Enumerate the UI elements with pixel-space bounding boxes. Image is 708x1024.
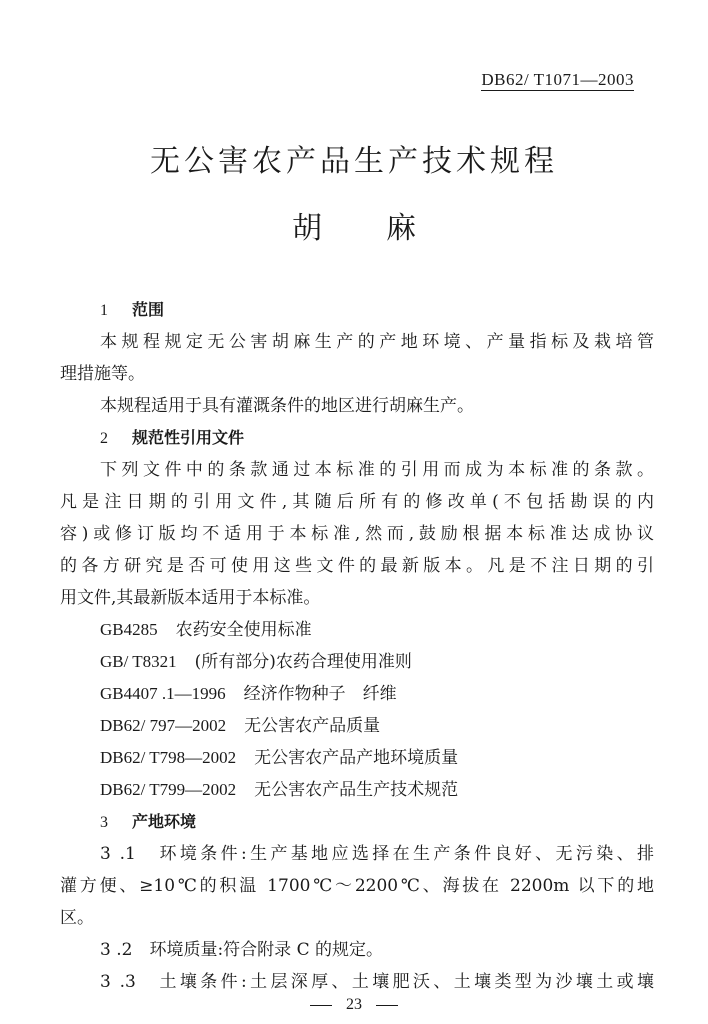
reference-title: 经济作物种子 纤维 [243,684,397,704]
footer-dash-left [310,1005,332,1006]
section-title: 规范性引用文件 [132,428,245,447]
paragraph-line: 本规程适用于具有灌溉条件的地区进行胡麻生产。 [100,396,474,416]
reference-item [60,742,654,774]
section-number: 1 [100,302,108,319]
reference-code: DB62/ T798—2002 [100,748,237,767]
reference-item [60,646,654,678]
section-title: 产地环境 [132,812,197,831]
reference-code: GB4407 .1—1996 [100,684,226,703]
standard-number: DB62/ T1071—2003 [481,70,634,89]
reference-title: 农药安全使用标准 [175,620,312,640]
clause-line: 灌方便、≥10℃的积温 1700℃～2200℃、海拔在 2200m 以下的地 [60,876,654,896]
clause-line: 3 .1 环境条件:生产基地应选择在生产条件良好、无污染、排 [100,844,654,864]
document-title: 无公害农产品生产技术规程 [150,144,558,179]
section-title: 范围 [132,300,165,319]
reference-item [60,678,654,710]
clause-line: 3 .2 环境质量:符合附录 C 的规定。 [100,940,383,960]
footer-dash-right [376,1005,398,1006]
reference-item [60,774,654,806]
subtitle-char-1: 胡 [292,211,322,246]
section-heading-normative-references [60,422,654,454]
section-number: 3 [100,814,108,831]
paragraph-line: 下列文件中的条款通过本标准的引用而成为本标准的条款。 [100,460,654,480]
reference-code: GB/ T8321 [100,652,177,671]
page-number: 23 [346,996,362,1013]
clause-line: 区。 [60,908,94,928]
subtitle-char-2: 麻 [386,211,416,246]
page-footer [0,996,708,1014]
reference-title: 无公害农产品生产技术规范 [254,780,459,800]
reference-item [60,614,654,646]
paragraph-line: 凡是注日期的引用文件,其随后所有的修改单(不包括勘误的内 [60,492,654,512]
reference-title: 无公害农产品质量 [244,716,381,736]
section-heading-scope [60,294,654,326]
reference-code: DB62/ 797—2002 [100,716,227,735]
reference-title: 无公害农产品产地环境质量 [254,748,459,768]
reference-code: DB62/ T799—2002 [100,780,237,799]
section-heading-production-environment [60,806,654,838]
reference-code: GB4285 [100,620,158,639]
paragraph-line: 的各方研究是否可使用这些文件的最新版本。凡是不注日期的引 [60,556,654,576]
reference-title: (所有部分)农药合理使用准则 [194,652,412,672]
reference-item [60,710,654,742]
section-number: 2 [100,430,108,447]
document-body [60,294,654,998]
paragraph-line: 容)或修订版均不适用于本标准,然而,鼓励根据本标准达成协议 [60,524,654,544]
paragraph-line: 用文件,其最新版本适用于本标准。 [60,588,321,608]
paragraph-line: 本规程规定无公害胡麻生产的产地环境、产量指标及栽培管 [100,332,654,352]
clause-line: 3 .3 土壤条件:土层深厚、土壤肥沃、土壤类型为沙壤土或壤 [100,972,654,992]
document-subtitle [0,209,708,249]
paragraph-line: 理措施等。 [60,364,145,384]
